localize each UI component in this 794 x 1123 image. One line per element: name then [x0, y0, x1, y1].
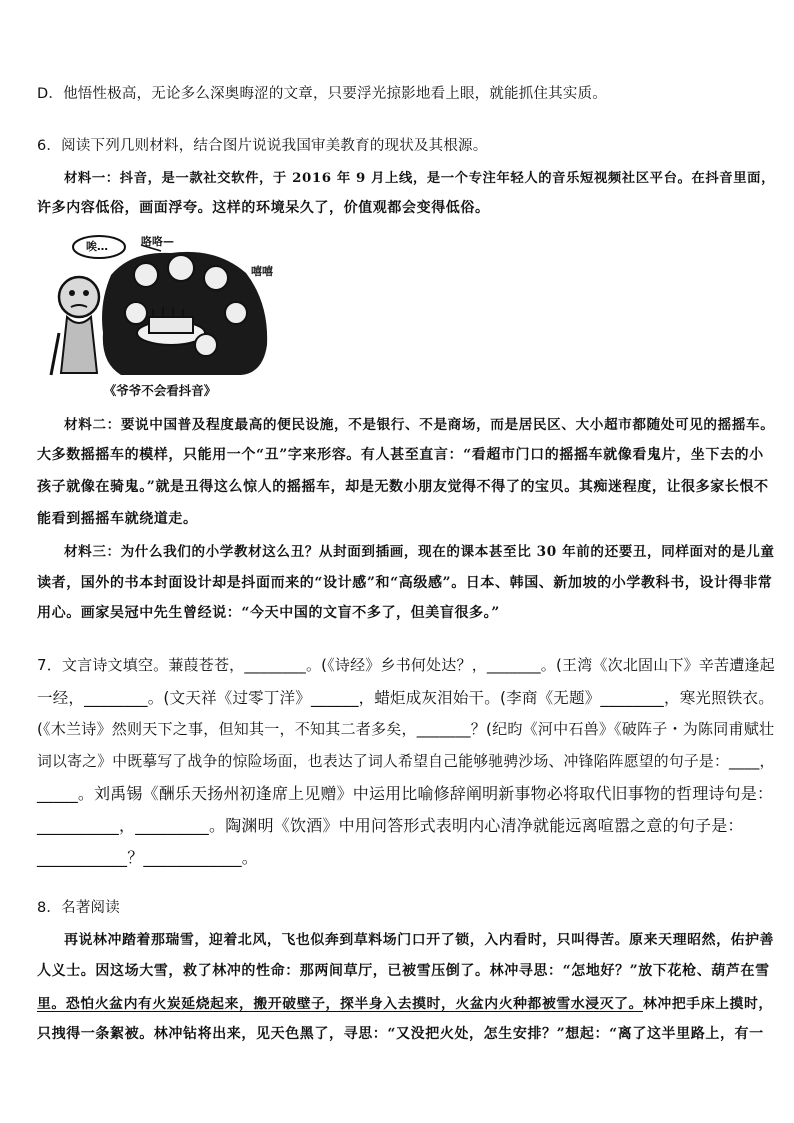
material-3-line-1: 材料三：为什么我们的小学教材这么丑？从封面到插画，现在的课本甚至比 30 年前的还要丑，同样面对的是儿童: [64, 544, 775, 560]
novel-underlined-sentence: 里。恐怕火盆内有火炭延烧起来，搬开破壁子，探半身入去摸时，火盆内火种都被雪水浸灭了。: [37, 996, 643, 1012]
bubble-right-text: 嘻嘻: [251, 265, 273, 278]
question-7-line-7: ___________？____________。: [37, 848, 258, 867]
question-7-line-6: __________，_________。陶渊明《饮酒》中用问答形式表明内心清净就能远离喧嚣之意的句子是：: [37, 816, 744, 835]
novel-line-3-rest: 林冲把手床上摸时，: [642, 996, 773, 1012]
material-3-line-3: 用心。画家吴冠中先生曾经说：“今天中国的文盲不多了，但美盲很多。”: [37, 605, 500, 621]
cartoon-illustration: [41, 233, 279, 401]
material-2-line-3: 孩子就像在骑鬼。”就是丑得这么惊人的摇摇车，却是无数小朋友觉得不得了的宝贝。其痴迷程度，让很多家长恨不: [37, 479, 769, 495]
novel-line-4: 只拽得一条絮被。林冲钻将出来，见天色黑了，寻思：“又没把火处，怎生安排？”想起：“离了这半里路上，有一: [37, 1026, 764, 1042]
question-7-line-4: 词以寄之》中既摹写了战争的惊险场面，也表达了词人希望自己能够驰骋沙场、冲锋陷阵愿望的句子是：____，: [37, 752, 775, 770]
novel-line-3: [37, 992, 773, 1012]
novel-line-2: 人义士。因这场大雪，救了林冲的性命：那两间草厅，已被雪压倒了。林冲寻思：“怎地好？”放下花枪、葫芦在雪: [37, 963, 770, 979]
bubble-mid-text: 咯咯—: [141, 235, 174, 248]
bubble-left-text: 唉…: [86, 240, 108, 253]
material-3-line-2: 读者，国外的书本封面设计却是抖面而来的“设计感”和“高级感”。日本、韩国、新加坡的小学教科书，设计得非常: [37, 575, 773, 591]
material-1-line-1: 材料一：抖音，是一款社交软件，于 2016 年 9 月上线，是一个专注年轻人的音乐短视频社区平台。在抖音里面，: [64, 170, 776, 186]
cartoon-drawing: [41, 233, 279, 381]
cartoon-caption: 《爷爷不会看抖音》: [103, 383, 217, 398]
question-7-line-5: _____。刘禹锡《酬乐天扬州初逢席上见赠》中运用比喻修辞阐明新事物必将取代旧事物的哲理诗句是：: [37, 784, 774, 803]
novel-line-1: 再说林冲踏着那瑞雪，迎着北风，飞也似奔到草料场门口开了锁，入内看时，只叫得苦。原来天理昭然，佑护善: [64, 932, 775, 948]
question-7-line-1: 7．文言诗文填空。蒹葭苍苍，________。(《诗经》乡书何处达？，_______。(王湾《次北固山下》辛苦遭逢起: [37, 656, 775, 674]
question-7-line-3: (《木兰诗》然则天下之事，但知其一，不知其二者多矣，_______？(纪昀《河中石兽》《破阵子・为陈同甫赋壮: [37, 720, 775, 738]
option-d: D．他悟性极高，无论多么深奥晦涩的文章，只要浮光掠影地看上眼，就能抓住其实质。: [37, 86, 607, 102]
question-6: 6．阅读下列几则材料，结合图片说说我国审美教育的现状及其根源。: [37, 138, 488, 154]
question-8: 8．名著阅读: [37, 900, 120, 916]
material-1-line-2: 许多内容低俗，画面浮夸。这样的环境呆久了，价值观都会变得低俗。: [37, 200, 490, 216]
material-2-line-2: 大多数摇摇车的模样，只能用一个“丑”字来形容。有人甚至直言：“看超市门口的摇摇车就像看鬼片，坐下去的小: [37, 447, 764, 463]
material-2-line-1: 材料二：要说中国普及程度最高的便民设施，不是银行、不是商场，而是居民区、大小超市都随处可见的摇摇车。: [64, 417, 775, 433]
material-2-line-4: 能看到摇摇车就绕道走。: [37, 511, 198, 527]
question-7-line-2: 一经，________。(文天祥《过零丁洋》______，蜡炬成灰泪始干。(李商《无题》________，寒光照铁衣。: [37, 689, 774, 707]
